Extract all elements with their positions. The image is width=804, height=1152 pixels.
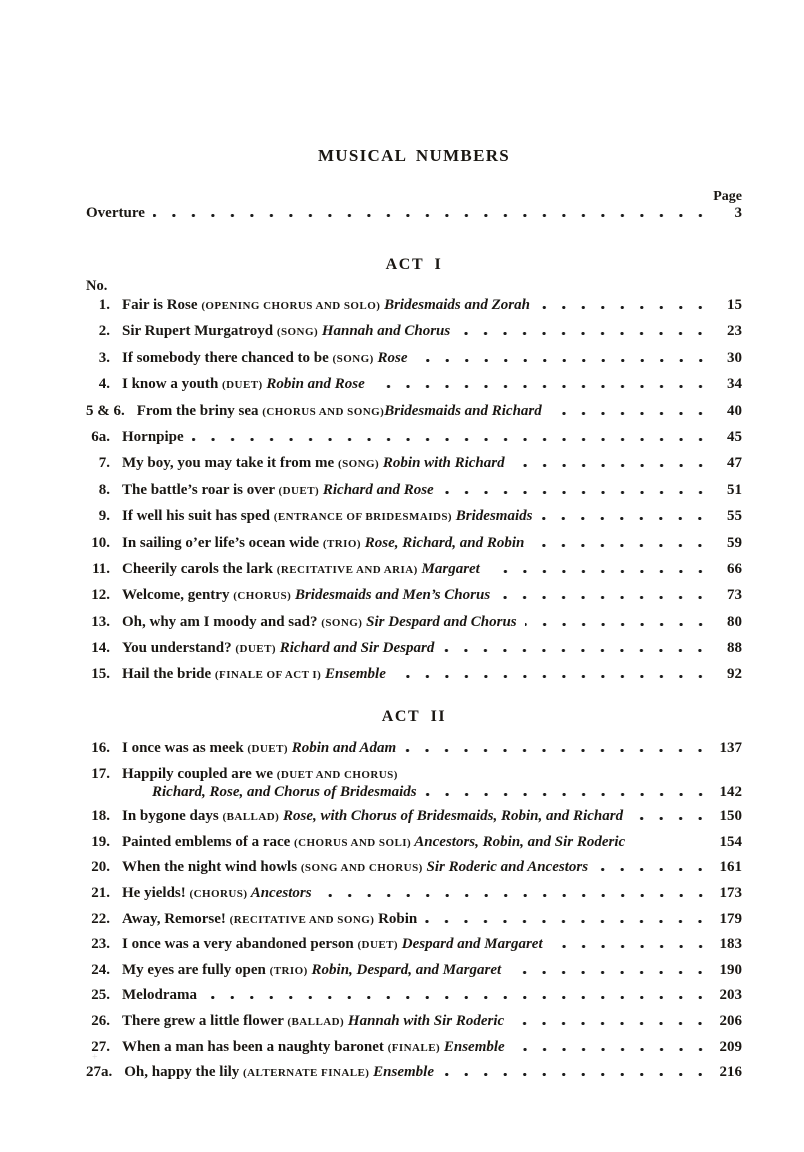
toc-entry <box>86 298 742 314</box>
entry-title: The battle’s roar is over <box>122 481 279 498</box>
entry-descriptor: (TRIO) <box>269 964 308 977</box>
entry-performers: Richard, Rose, and Chorus of Bridesmaids <box>152 783 417 800</box>
toc-entry <box>86 483 742 499</box>
entry-title: Oh, happy the lily <box>124 1064 244 1081</box>
entry-title: Sir Rupert Murgatroyd <box>122 323 277 340</box>
entry-number: 15. <box>91 666 110 683</box>
entry-page: 150 <box>719 808 742 825</box>
dot-leader <box>550 412 710 415</box>
entry-descriptor: (SONG) <box>332 352 374 365</box>
entry-page: 206 <box>719 1013 742 1029</box>
entry-page: 47 <box>727 455 742 472</box>
dot-leader <box>394 675 710 678</box>
entry-title: Hornpipe <box>122 428 184 445</box>
entry-number: 1. <box>98 297 110 313</box>
dot-leader <box>488 570 710 573</box>
toc-entry <box>86 809 742 825</box>
entry-performers: Sir Despard and Chorus <box>362 613 517 630</box>
entry-number: 17. <box>91 766 110 783</box>
entry-title: You understand? <box>122 640 236 657</box>
entry-text <box>122 298 530 314</box>
entry-page: 40 <box>727 402 742 419</box>
entry-text <box>122 809 623 825</box>
entry-title: If well his suit has sped <box>122 508 274 525</box>
entry-descriptor: (CHORUS) <box>233 590 292 603</box>
entry-text <box>122 456 505 472</box>
entry-text <box>122 562 480 578</box>
entry-title: When the night wind howls <box>122 859 301 876</box>
dot-leader <box>498 596 710 599</box>
entry-page: 30 <box>727 349 742 366</box>
toc-entry <box>86 1040 742 1056</box>
entry-text <box>122 615 517 631</box>
entry-page: 154 <box>719 833 742 850</box>
entry-number: 21. <box>91 885 110 902</box>
number-column-label: No. <box>86 278 108 294</box>
entry-number: 18. <box>91 808 110 825</box>
entry-number: 13. <box>91 613 110 630</box>
toc-entry <box>86 536 742 552</box>
entry-text <box>122 351 408 367</box>
entry-text <box>122 377 365 393</box>
entry-page: 23 <box>727 323 742 340</box>
entry-number: 11. <box>92 560 110 577</box>
entry-performers: Robin and Rose <box>262 376 365 393</box>
dot-leader <box>458 332 710 335</box>
entry-title: Oh, why am I moody and sad? <box>122 613 322 630</box>
toc-entry <box>86 404 742 420</box>
entry-performers: Rose, Richard, and Robin <box>360 534 525 551</box>
entry-title: In sailing o’er life’s ocean wide <box>122 534 323 551</box>
page-title: MUSICAL NUMBERS <box>317 146 511 165</box>
entry-descriptor: (DUET) <box>278 484 320 497</box>
entry-descriptor: (ENTRANCE OF BRIDESMAIDS) <box>273 511 453 524</box>
dot-leader <box>373 385 710 388</box>
entry-performers: Bridesmaids and Richard <box>384 402 542 419</box>
entry-title: Overture <box>86 205 145 221</box>
entry-text <box>122 667 386 683</box>
dot-leader <box>153 214 710 217</box>
entry-page: 209 <box>719 1038 742 1055</box>
entry-number: 10. <box>91 534 110 551</box>
entry-title: Welcome, gentry <box>122 587 234 604</box>
entry-number: 2. <box>98 323 110 340</box>
entry-descriptor: (FINALE OF ACT I) <box>214 669 322 682</box>
entry-page: 3 <box>734 205 742 221</box>
entry-page: 179 <box>719 910 742 927</box>
entry-text <box>122 963 501 979</box>
entry-text <box>122 483 434 499</box>
entry-number: 19. <box>91 833 110 850</box>
entry-text <box>122 536 524 552</box>
dot-leader <box>631 817 710 820</box>
dot-leader <box>320 894 710 897</box>
dot-leader <box>509 971 710 974</box>
dot-leader <box>532 544 710 547</box>
entry-number: 24. <box>91 961 110 978</box>
entry-performers: Bridesmaids and Zorah <box>380 297 530 313</box>
entry-text <box>122 912 417 928</box>
page-content <box>86 0 742 1091</box>
toc-entry <box>86 562 742 578</box>
entry-descriptor: (SONG) <box>321 616 363 629</box>
entry-descriptor: (DUET) <box>235 643 276 656</box>
entry-text <box>122 860 588 876</box>
toc-entry <box>86 509 742 525</box>
entry-descriptor: (DUET) <box>222 379 263 392</box>
entry-descriptor: (BALLAD) <box>222 811 280 824</box>
entry-text <box>124 1065 434 1081</box>
toc-entry-continuation <box>86 785 742 800</box>
entry-descriptor: (BALLAD) <box>287 1016 345 1028</box>
entry-performers: Ancestors, Robin, and Sir Roderic <box>411 833 626 850</box>
toc-entry <box>86 912 742 928</box>
dot-leader <box>425 920 710 923</box>
dot-leader <box>512 1022 710 1025</box>
entry-page: 137 <box>719 740 742 757</box>
entry-page: 59 <box>727 534 742 551</box>
entry-page: 88 <box>727 640 742 657</box>
entry-descriptor: (OPENING CHORUS AND SOLO) <box>201 300 381 312</box>
entry-title: There grew a little flower <box>122 1013 288 1029</box>
entry-performers: Ancestors <box>247 885 312 902</box>
entry-text <box>86 785 417 800</box>
dot-leader <box>525 623 710 626</box>
entry-text <box>122 1014 504 1030</box>
act2-entry-list <box>86 741 742 1081</box>
entry-number: 27. <box>91 1038 110 1055</box>
entry-text <box>122 767 398 783</box>
entry-performers: Robin with Richard <box>379 455 505 472</box>
toc-entry <box>86 430 742 446</box>
entry-number: 9. <box>98 508 110 525</box>
entry-number: 22. <box>91 910 110 927</box>
entry-number: 6a. <box>91 428 110 445</box>
entry-number: 8. <box>98 481 110 498</box>
entry-performers: Hannah and Chorus <box>318 323 451 340</box>
entry-performers: Rose <box>373 349 408 366</box>
page-column-label: Page <box>713 189 742 204</box>
entry-page: 34 <box>727 376 742 393</box>
entry-title: In bygone days <box>122 808 223 825</box>
entry-number: 25. <box>91 987 110 1004</box>
entry-page: 55 <box>727 508 742 525</box>
dot-leader <box>192 438 710 441</box>
entry-performers: Ensemble <box>321 666 386 683</box>
dot-leader <box>442 1073 710 1076</box>
entry-text <box>122 741 396 757</box>
toc-entry <box>86 377 742 393</box>
entry-page: 203 <box>719 987 742 1004</box>
dot-leader <box>416 359 711 362</box>
toc-entry <box>86 351 742 367</box>
toc-entry <box>86 767 742 783</box>
dot-leader <box>442 649 710 652</box>
entry-page: 161 <box>719 859 742 876</box>
entry-page: 216 <box>719 1064 742 1081</box>
entry-number: 23. <box>91 936 110 953</box>
toc-entry <box>86 988 742 1004</box>
toc-entry <box>86 615 742 631</box>
toc-entry-overture <box>86 206 742 221</box>
entry-performers: Ensemble <box>369 1064 435 1081</box>
toc-entry <box>86 860 742 876</box>
entry-performers: Richard and Sir Despard <box>275 640 435 657</box>
dot-leader <box>513 1048 710 1051</box>
entry-title: I know a youth <box>122 376 223 393</box>
print-smudge-artifact: + <box>92 1052 98 1063</box>
toc-entry <box>86 835 742 851</box>
entry-descriptor: (RECITATIVE AND SONG) <box>229 913 375 926</box>
entry-page: 45 <box>727 428 742 445</box>
dot-leader <box>404 749 710 752</box>
toc-entry <box>86 324 742 340</box>
toc-entry <box>86 667 742 683</box>
entry-descriptor: (FINALE) <box>387 1041 441 1054</box>
entry-number: 3. <box>98 349 110 366</box>
toc-entry <box>86 741 742 757</box>
toc-entry <box>86 963 742 979</box>
entry-descriptor: (DUET) <box>357 939 399 952</box>
entry-page: 92 <box>727 666 742 683</box>
entry-page: 142 <box>719 783 742 800</box>
entry-performers: Sir Roderic and Ancestors <box>422 859 589 876</box>
entry-title: From the briny sea <box>136 402 263 419</box>
entry-title: Fair is Rose <box>122 297 202 313</box>
dot-leader <box>513 464 710 467</box>
dot-leader <box>540 517 710 520</box>
entry-number: 12. <box>91 587 110 604</box>
entry-performers: Rose, with Chorus of Bridesmaids, Robin, and Richard <box>279 808 624 825</box>
entry-number: 27a. <box>86 1064 113 1081</box>
entry-descriptor: (TRIO) <box>322 537 361 550</box>
dot-leader <box>551 945 710 948</box>
act2-heading: ACT II <box>381 708 447 726</box>
toc-entry <box>86 886 742 902</box>
entry-performers: Bridesmaids and Men’s Chorus <box>291 587 491 604</box>
entry-descriptor: (SONG) <box>276 326 319 339</box>
toc-entry <box>86 588 742 604</box>
entry-title: My boy, you may take it from me <box>122 455 338 472</box>
act1-entry-list <box>86 298 742 683</box>
entry-title: I once was as meek <box>122 740 248 757</box>
entry-title: If somebody there chanced to be <box>122 349 333 366</box>
entry-number: 26. <box>91 1013 110 1029</box>
entry-performers: Robin and Adam <box>288 740 397 757</box>
entry-performers: Richard and Rose <box>319 481 434 498</box>
entry-number: 4. <box>98 376 110 393</box>
entry-number: 16. <box>91 740 110 757</box>
entry-performers: Bridesmaids <box>452 508 533 525</box>
toc-entry <box>86 641 742 657</box>
entry-page: 173 <box>719 885 742 902</box>
entry-performers: Robin, Despard, and Margaret <box>307 961 502 978</box>
toc-entry <box>86 456 742 472</box>
entry-page: 183 <box>719 936 742 953</box>
entry-title: Away, Remorse! <box>122 910 230 927</box>
entry-title: Melodrama <box>122 987 197 1004</box>
entry-descriptor: (CHORUS) <box>189 888 248 901</box>
entry-number: 20. <box>91 859 110 876</box>
toc-entry <box>86 1014 742 1030</box>
act1-heading: ACT I <box>385 256 443 273</box>
entry-descriptor: (DUET) <box>247 743 288 756</box>
entry-text <box>137 404 542 420</box>
entry-title: He yields! <box>122 885 190 902</box>
entry-descriptor: (SONG AND CHORUS) <box>300 862 423 875</box>
entry-title: Hail the bride <box>122 666 215 683</box>
entry-descriptor: (RECITATIVE AND ARIA) <box>276 563 418 576</box>
entry-text <box>122 988 197 1004</box>
entry-descriptor: (CHORUS AND SONG) <box>262 405 385 418</box>
entry-performers: Ensemble <box>440 1038 505 1055</box>
entry-text <box>122 641 434 657</box>
entry-text <box>122 835 625 851</box>
entry-title: Painted emblems of a race <box>122 833 295 850</box>
entry-title: Cheerily carols the lark <box>122 560 277 577</box>
entry-text <box>122 1040 505 1056</box>
entry-performers-roman: Robin <box>374 910 418 927</box>
entry-text <box>122 886 312 902</box>
entry-number: 14. <box>91 640 110 657</box>
entry-text <box>122 509 532 525</box>
entry-number: 7. <box>98 455 110 472</box>
entry-title: I once was a very abandoned person <box>122 936 358 953</box>
toc-entry <box>86 1065 742 1081</box>
dot-leader <box>538 306 710 309</box>
entry-performers: Despard and Margaret <box>398 936 543 953</box>
entry-page: 51 <box>727 481 742 498</box>
entry-title: My eyes are fully open <box>122 961 270 978</box>
entry-text <box>122 588 490 604</box>
entry-descriptor: (ALTERNATE FINALE) <box>243 1067 370 1080</box>
entry-descriptor: (DUET AND CHORUS) <box>276 769 398 782</box>
entry-text <box>122 937 543 953</box>
entry-page: 190 <box>719 961 742 978</box>
dot-leader <box>596 868 710 871</box>
toc-entry <box>86 937 742 953</box>
entry-descriptor: (SONG) <box>337 458 380 471</box>
entry-descriptor: (CHORUS AND SOLI) <box>294 836 412 849</box>
entry-page: 66 <box>727 560 742 577</box>
dot-leader <box>442 491 710 494</box>
entry-number: 5 & 6. <box>86 402 125 419</box>
dot-leader <box>205 996 710 999</box>
entry-text <box>122 430 184 446</box>
entry-page: 15 <box>727 297 742 313</box>
entry-title: When a man has been a naughty baronet <box>122 1038 388 1055</box>
dot-leader <box>425 793 710 796</box>
entry-page: 73 <box>727 587 742 604</box>
entry-performers: Margaret <box>417 560 480 577</box>
entry-text <box>122 324 450 340</box>
entry-title: Happily coupled are we <box>122 766 277 783</box>
entry-performers: Hannah with Sir Roderic <box>344 1013 505 1029</box>
entry-page: 80 <box>727 613 742 630</box>
